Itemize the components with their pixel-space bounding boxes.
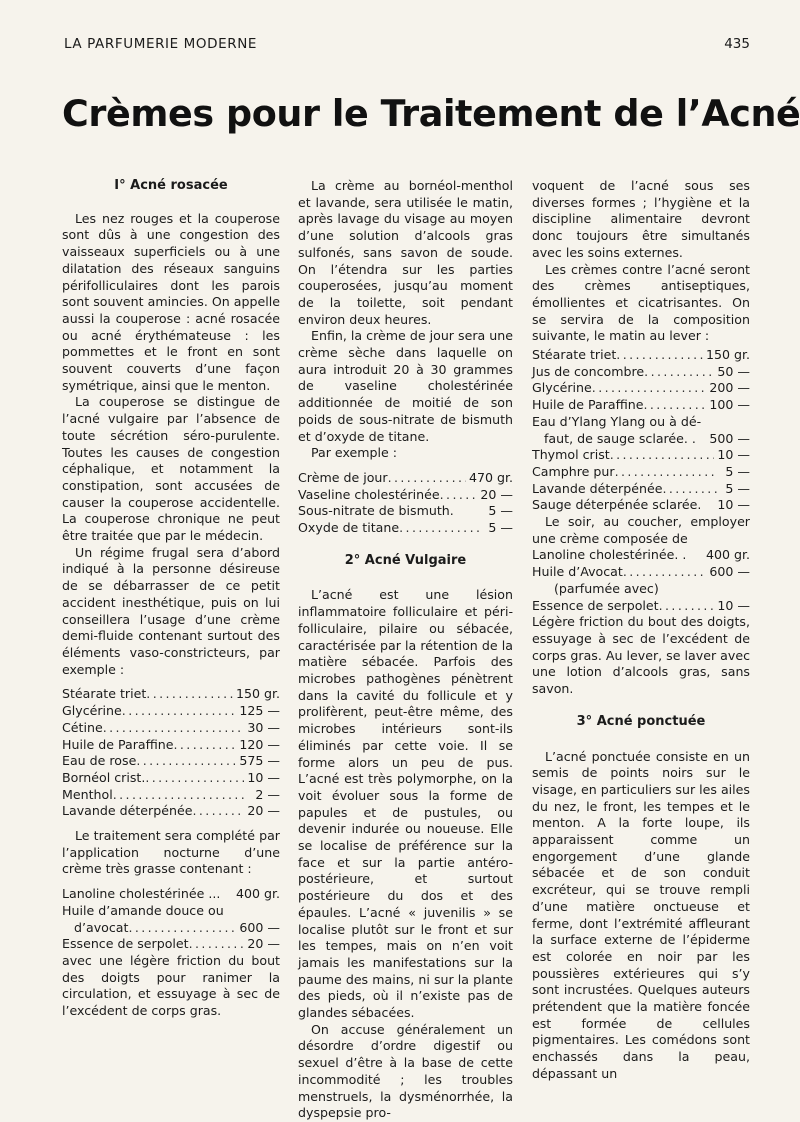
ingredient-qty: 5 — xyxy=(488,520,513,536)
formula-row xyxy=(62,686,280,703)
formula-row xyxy=(62,770,280,787)
formula-row xyxy=(532,397,750,414)
ingredient-qty: 10 — xyxy=(717,447,750,463)
formula-row xyxy=(298,470,513,487)
formula-row xyxy=(532,380,750,397)
ingredient-qty: 600 — xyxy=(239,919,280,935)
ingredient-name: Thymol crist xyxy=(532,447,610,463)
ingredient-name: Huile d’amande douce ou xyxy=(62,902,224,918)
formula-row xyxy=(62,886,280,903)
heading-acne-rosacee: I° Acné rosacée xyxy=(114,178,228,193)
ingredient-qty: 150 gr. xyxy=(235,686,280,702)
ingredient-name: Lavande déterpénée xyxy=(62,803,193,819)
formula-list xyxy=(532,347,750,514)
formula-row xyxy=(532,347,750,364)
ingredient-name: Essence de serpolet xyxy=(532,597,659,613)
ingredient-qty: 2 — xyxy=(255,786,280,802)
formula-list xyxy=(62,886,280,953)
column-2 xyxy=(298,178,513,1122)
ingredient-name: Jus de concombre xyxy=(532,363,645,379)
formula-row xyxy=(62,753,280,770)
ingredient-qty: 50 — xyxy=(717,363,750,379)
ingredient-qty: 10 — xyxy=(247,769,280,785)
paragraph: Enfin, la crème de jour sera une crème sèche dans laquelle on aura introduit 20 à 30 grammes de vaseline cholestérinée additionnée de moitié de son poids de sous-nitrate de bismuth et d’oxyde de titane. xyxy=(298,328,513,444)
ingredient-qty: 30 — xyxy=(247,719,280,735)
paragraph: avec une légère friction du bout des doigts pour ranimer la circulation, et essuyage à sec de l’excédent de corps gras. xyxy=(62,952,280,1019)
column-3 xyxy=(532,178,750,1083)
formula-row xyxy=(532,447,750,464)
column-1 xyxy=(62,178,280,1020)
paragraph: L’acné est une lésion inflammatoire folliculaire et péri-folliculaire, pilaire ou sébacée, caractérisée par la rétention de la matière sébacée. Parfois des microbes pathogènes pénètrent dans la cavité du follicule et y prolifèrent, peut-être même, des microbes intérieurs sont-ils éliminés par cette voie. Il se forme alors un peu de pus. L’acné est très polymorphe, on la voit évoluer sous la forme de papules et de pustules, ou devenir indurée ou noueuse. Elle se localise de préférence sur la face et sur la partie antéro-postérieure, et surtout postérieure du dos et des épaules. L’acné « juvenilis » se localise plutôt sur le front et sur les tempes, mais on n’en voit jamais les manifestations sur la paume des mains, ni sur la plante des pieds, où il n’existe pas de glandes sébacées. xyxy=(298,587,513,1021)
ingredient-qty: 150 gr. xyxy=(705,347,750,363)
paragraph: Les nez rouges et la couperose sont dûs à une congestion des vaisseaux superficiels ou à une dilatation des réseaux sanguins périfolliculaires dont les parois sont souvent amincies. On appelle aussi la couperose : acné rosacée ou acné érythémateuse : les pommettes et le front en sont souvent couverts d’une façon symétrique, ainsi que le menton. xyxy=(62,210,280,393)
heading-acne-vulgaire: 2° Acné Vulgaire xyxy=(344,552,467,568)
ingredient-name: Camphre pur xyxy=(532,463,615,479)
ingredient-qty: 5 — xyxy=(725,480,750,496)
ingredient-name: Huile de Paraffine xyxy=(532,397,644,413)
formula-row xyxy=(62,936,280,953)
ingredient-qty: 120 — xyxy=(239,736,280,752)
page-number: 435 xyxy=(724,36,750,52)
ingredient-qty: 600 — xyxy=(709,564,750,580)
formula-row xyxy=(62,787,280,804)
ingredient-name: Oxyde de titane xyxy=(298,520,400,536)
ingredient-qty: 575 — xyxy=(239,753,280,769)
formula-row xyxy=(532,497,750,514)
ingredient-name: Eau d’Ylang Ylang ou à dé- xyxy=(532,413,702,429)
formula-list xyxy=(532,547,750,614)
ingredient-qty: 200 — xyxy=(709,380,750,396)
ingredient-name: Crème de jour xyxy=(298,469,388,485)
ingredient-name: Glycérine xyxy=(532,380,592,396)
paragraph: Un régime frugal sera d’abord indiqué à la personne désireuse de se débarrasser de ce petit accident inesthétique, puis on lui conseillera l’usage d’une crème demi-fluide contenant surtout des éléments vaso-constricteurs, par exemple : xyxy=(62,544,280,677)
paragraph: Le traitement sera complété par l’application nocturne d’une crème très grasse contenant : xyxy=(62,828,280,877)
ingredient-qty: 400 gr. xyxy=(235,886,280,902)
ingredient-name: Huile de Paraffine xyxy=(62,736,174,752)
formula-list xyxy=(298,470,513,537)
paragraph: Légère friction du bout des doigts, essuyage à sec de l’excédent de corps gras. Au lever, se laver avec une lotion d’alcools gras, sans savon. xyxy=(532,614,750,697)
heading-acne-ponctuee: 3° Acné ponctuée xyxy=(576,713,706,729)
ingredient-name: d’avocat xyxy=(74,919,129,935)
ingredient-qty: 400 gr. xyxy=(705,547,750,563)
ingredient-note: (parfumée avec) xyxy=(554,580,659,596)
ingredient-name: Cétine xyxy=(62,719,103,735)
paragraph: Les crèmes contre l’acné seront des crèmes antiseptiques, émollientes et cicatrisantes. On se servira de la composition suivante, le matin au lever : xyxy=(532,261,750,344)
formula-row xyxy=(532,598,750,615)
ingredient-name: Lanoline cholestérinée ... xyxy=(62,886,221,902)
running-head: LA PARFUMERIE MODERNE xyxy=(64,36,258,52)
ingredient-name: Vaseline cholestérinée xyxy=(298,486,440,502)
formula-row xyxy=(532,564,750,581)
ingredient-name: Essence de serpolet xyxy=(62,936,189,952)
paragraph: La couperose se distingue de l’acné vulgaire par l’absence de toute sécrétion séro-purulente. Toutes les causes de congestion céphalique, et notamment la constipation, sont accusées de causer la couperose accidentelle. La couperose chronique ne peut être traitée que par le médecin. xyxy=(62,394,280,544)
ingredient-qty: 5 — xyxy=(725,463,750,479)
paragraph: La crème au bornéol-menthol et lavande, sera utilisée le matin, après lavage du visage au moyen d’une solution d’alcools gras sulfonés, sans savon de soude. On l’étendra sur les parties couperosées, jusqu’au moment de la toilette, soit pendant environ deux heures. xyxy=(298,178,513,327)
ingredient-name: Eau de rose xyxy=(62,753,137,769)
ingredient-name: Bornéol crist. xyxy=(62,769,146,785)
formula-row xyxy=(62,737,280,754)
ingredient-name: Stéarate triet xyxy=(532,347,617,363)
ingredient-name: Menthol xyxy=(62,786,113,802)
formula-row xyxy=(298,520,513,537)
ingredient-qty: 100 — xyxy=(709,397,750,413)
ingredient-qty: 125 — xyxy=(239,703,280,719)
ingredient-name: Sauge déterpénée sclarée. xyxy=(532,497,702,513)
ingredient-qty: 470 gr. xyxy=(468,469,513,485)
ingredient-qty: 5 — xyxy=(488,503,513,519)
ingredient-qty: 20 — xyxy=(480,486,513,502)
paragraph: Par exemple : xyxy=(311,445,398,461)
paragraph: voquent de l’acné sous ses diverses formes ; l’hygiène et la discipline alimentaire devront donc toujours être simultanés avec les soins externes. xyxy=(532,178,750,260)
formula-row xyxy=(298,503,513,520)
paragraph: Le soir, au coucher, employer une crème composée de xyxy=(532,514,750,546)
ingredient-name: faut, de sauge sclarée. . xyxy=(544,430,696,446)
ingredient-qty: 10 — xyxy=(717,497,750,513)
formula-row xyxy=(62,720,280,737)
formula-row xyxy=(532,481,750,498)
paragraph: L’acné ponctuée consiste en un semis de points noirs sur le visage, en particuliers sur les ailes du nez, le front, les tempes et le menton. A la forte loupe, ils apparaissent comme un engorgement d’une glande sébacée et de son conduit excréteur, qui se trouve rempli d’une matière onctueuse et ferme, dont l’extrémité affleurant la surface externe de l’épiderme est colorée en noir par les poussières extérieures qui s’y sont incrustées. Quelques auteurs prétendent que la matière foncée est formée de cellules pigmentaires. Les comédons sont enchassés dans la peau, dépassant un xyxy=(532,748,750,1081)
formula-row xyxy=(62,920,280,937)
ingredient-qty: 20 — xyxy=(247,936,280,952)
ingredient-qty: 10 — xyxy=(717,597,750,613)
formula-row xyxy=(532,364,750,381)
ingredient-name: Lanoline cholestérinée. . xyxy=(532,547,687,563)
ingredient-qty: 500 — xyxy=(709,430,750,446)
ingredient-name: Lavande déterpénée xyxy=(532,480,663,496)
formula-row xyxy=(532,547,750,564)
formula-row xyxy=(62,903,280,920)
ingredient-name: Glycérine xyxy=(62,703,122,719)
formula-row xyxy=(532,414,750,431)
formula-row xyxy=(62,803,280,820)
ingredient-name: Huile d’Avocat xyxy=(532,564,623,580)
formula-row xyxy=(62,703,280,720)
article-title: Crèmes pour le Traitement de l’Acné xyxy=(62,92,800,135)
formula-row xyxy=(532,581,750,598)
ingredient-qty: 20 — xyxy=(247,803,280,819)
formula-row xyxy=(298,487,513,504)
paragraph: On accuse généralement un désordre d’ordre digestif ou sexuel d’être à la base de cette incommodité ; les troubles menstruels, la dysménorrhée, la dyspepsie pro- xyxy=(298,1021,513,1121)
ingredient-name: Sous-nitrate de bismuth. xyxy=(298,503,454,519)
formula-row xyxy=(532,464,750,481)
formula-list xyxy=(62,686,280,820)
formula-row xyxy=(532,431,750,448)
ingredient-name: Stéarate triet xyxy=(62,686,147,702)
